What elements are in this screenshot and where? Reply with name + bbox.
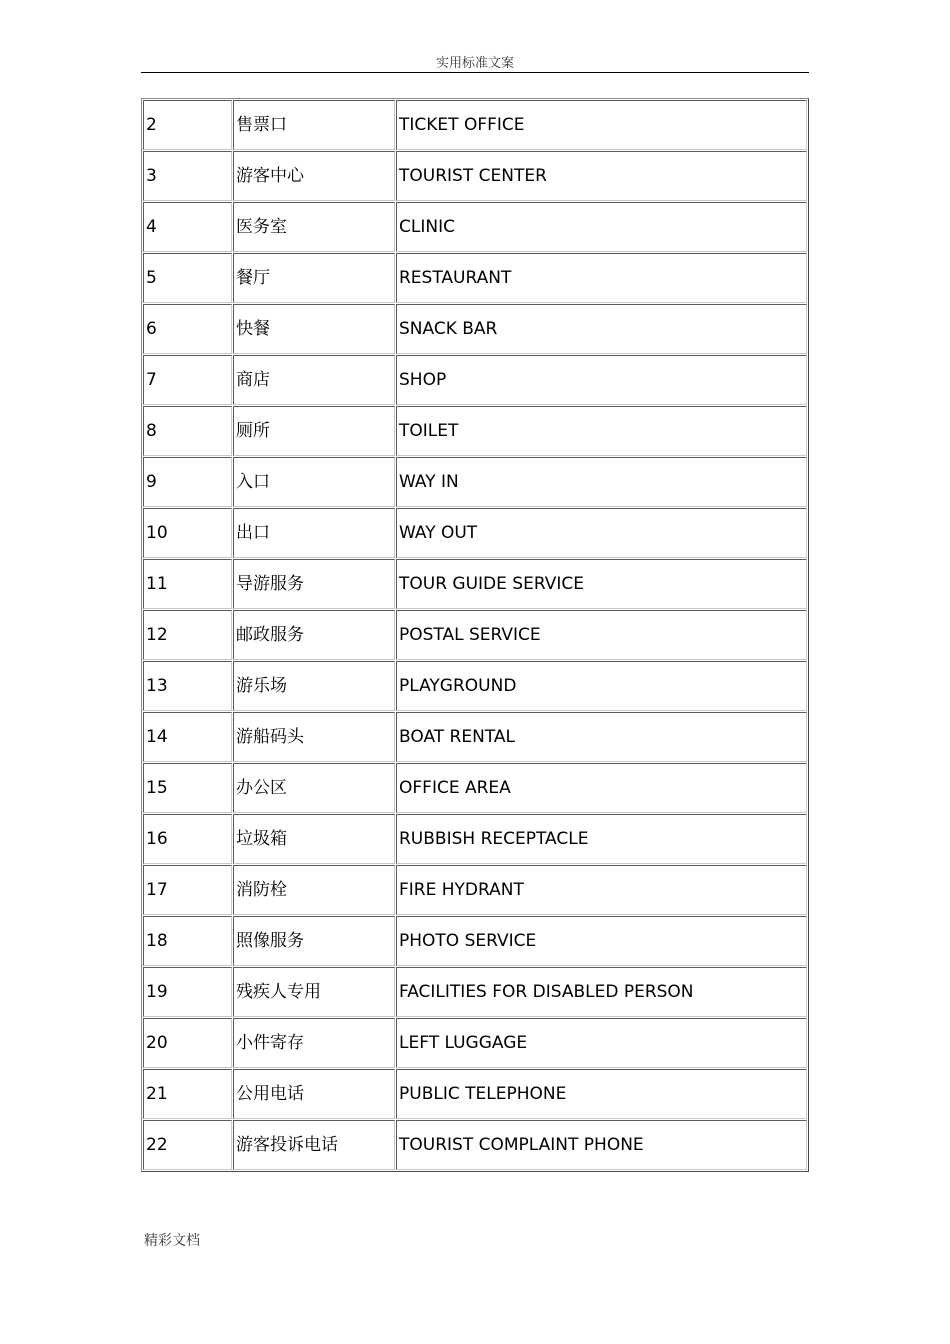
row-number-cell: 17 xyxy=(143,865,232,915)
table-row xyxy=(143,202,807,252)
table-row xyxy=(143,457,807,507)
table-row xyxy=(143,508,807,558)
row-number-cell: 4 xyxy=(143,202,232,252)
chinese-name-cell: 残疾人专用 xyxy=(233,967,395,1017)
chinese-name-cell: 游乐场 xyxy=(233,661,395,711)
english-name-cell: PHOTO SERVICE xyxy=(396,916,807,966)
chinese-name-cell: 小件寄存 xyxy=(233,1018,395,1068)
table-row xyxy=(143,1120,807,1170)
chinese-name-cell: 游客投诉电话 xyxy=(233,1120,395,1170)
row-number-cell: 8 xyxy=(143,406,232,456)
english-name-cell: PUBLIC TELEPHONE xyxy=(396,1069,807,1119)
english-name-cell: OFFICE AREA xyxy=(396,763,807,813)
english-name-cell: PLAYGROUND xyxy=(396,661,807,711)
english-name-cell: POSTAL SERVICE xyxy=(396,610,807,660)
chinese-name-cell: 游客中心 xyxy=(233,151,395,201)
row-number-cell: 20 xyxy=(143,1018,232,1068)
page-footer: 精彩文档 xyxy=(144,1233,200,1249)
english-name-cell: TOURIST COMPLAINT PHONE xyxy=(396,1120,807,1170)
table-row xyxy=(143,355,807,405)
chinese-name-cell: 售票口 xyxy=(233,100,395,150)
row-number-cell: 3 xyxy=(143,151,232,201)
chinese-name-cell: 餐厅 xyxy=(233,253,395,303)
chinese-name-cell: 入口 xyxy=(233,457,395,507)
row-number-cell: 7 xyxy=(143,355,232,405)
signage-table xyxy=(141,98,809,1172)
row-number-cell: 11 xyxy=(143,559,232,609)
table-row xyxy=(143,406,807,456)
table-row xyxy=(143,814,807,864)
chinese-name-cell: 垃圾箱 xyxy=(233,814,395,864)
table-row xyxy=(143,100,807,150)
row-number-cell: 14 xyxy=(143,712,232,762)
row-number-cell: 13 xyxy=(143,661,232,711)
table-row xyxy=(143,1018,807,1068)
row-number-cell: 16 xyxy=(143,814,232,864)
english-name-cell: WAY IN xyxy=(396,457,807,507)
chinese-name-cell: 医务室 xyxy=(233,202,395,252)
english-name-cell: BOAT RENTAL xyxy=(396,712,807,762)
chinese-name-cell: 商店 xyxy=(233,355,395,405)
chinese-name-cell: 邮政服务 xyxy=(233,610,395,660)
table-row xyxy=(143,610,807,660)
chinese-name-cell: 照像服务 xyxy=(233,916,395,966)
row-number-cell: 15 xyxy=(143,763,232,813)
row-number-cell: 19 xyxy=(143,967,232,1017)
table-row xyxy=(143,253,807,303)
signage-table-body xyxy=(143,100,807,1170)
chinese-name-cell: 公用电话 xyxy=(233,1069,395,1119)
english-name-cell: FACILITIES FOR DISABLED PERSON xyxy=(396,967,807,1017)
row-number-cell: 22 xyxy=(143,1120,232,1170)
chinese-name-cell: 快餐 xyxy=(233,304,395,354)
table-row xyxy=(143,151,807,201)
english-name-cell: RESTAURANT xyxy=(396,253,807,303)
chinese-name-cell: 游船码头 xyxy=(233,712,395,762)
english-name-cell: FIRE HYDRANT xyxy=(396,865,807,915)
row-number-cell: 12 xyxy=(143,610,232,660)
table-row xyxy=(143,1069,807,1119)
row-number-cell: 18 xyxy=(143,916,232,966)
english-name-cell: TICKET OFFICE xyxy=(396,100,807,150)
chinese-name-cell: 消防栓 xyxy=(233,865,395,915)
english-name-cell: CLINIC xyxy=(396,202,807,252)
signage-table-container xyxy=(141,98,809,1172)
table-row xyxy=(143,967,807,1017)
table-row xyxy=(143,916,807,966)
english-name-cell: RUBBISH RECEPTACLE xyxy=(396,814,807,864)
row-number-cell: 5 xyxy=(143,253,232,303)
row-number-cell: 10 xyxy=(143,508,232,558)
table-row xyxy=(143,763,807,813)
row-number-cell: 6 xyxy=(143,304,232,354)
table-row xyxy=(143,661,807,711)
english-name-cell: WAY OUT xyxy=(396,508,807,558)
english-name-cell: TOUR GUIDE SERVICE xyxy=(396,559,807,609)
chinese-name-cell: 办公区 xyxy=(233,763,395,813)
english-name-cell: TOURIST CENTER xyxy=(396,151,807,201)
chinese-name-cell: 厕所 xyxy=(233,406,395,456)
english-name-cell: TOILET xyxy=(396,406,807,456)
table-row xyxy=(143,712,807,762)
table-row xyxy=(143,304,807,354)
table-row xyxy=(143,559,807,609)
english-name-cell: SNACK BAR xyxy=(396,304,807,354)
english-name-cell: LEFT LUGGAGE xyxy=(396,1018,807,1068)
chinese-name-cell: 出口 xyxy=(233,508,395,558)
row-number-cell: 2 xyxy=(143,100,232,150)
chinese-name-cell: 导游服务 xyxy=(233,559,395,609)
row-number-cell: 9 xyxy=(143,457,232,507)
row-number-cell: 21 xyxy=(143,1069,232,1119)
english-name-cell: SHOP xyxy=(396,355,807,405)
table-row xyxy=(143,865,807,915)
page-header: 实用标准文案 xyxy=(141,56,809,73)
